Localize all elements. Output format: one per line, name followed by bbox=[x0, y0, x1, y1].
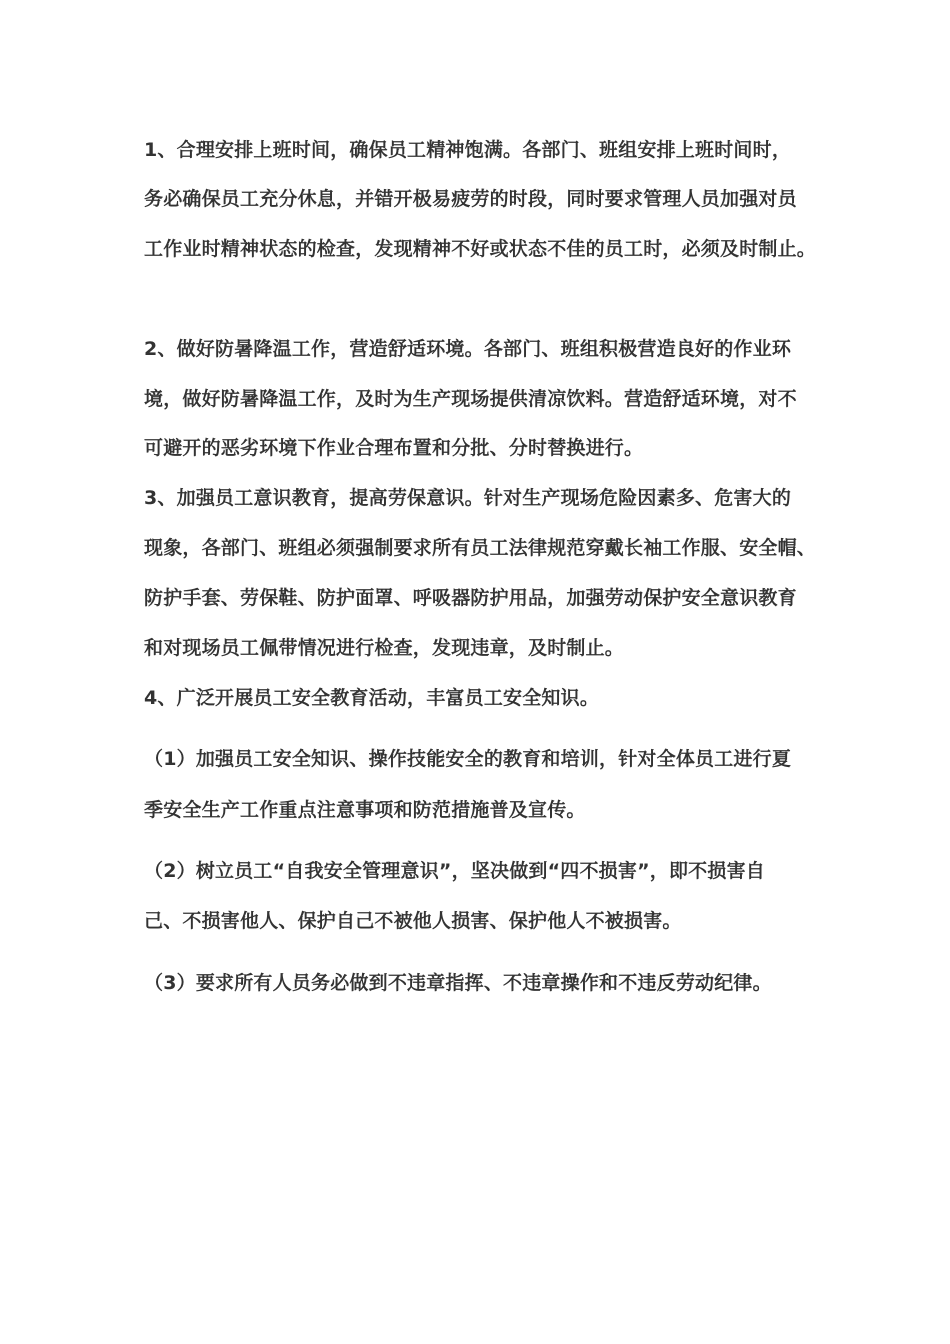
paragraph-2-line-1: 2、做好防暑降温工作，营造舒适环境。各部门、班组积极营造良好的作业环 bbox=[144, 338, 792, 360]
subitem-2-line-2: 己、不损害他人、保护自己不被他人损害、保护他人不被损害。 bbox=[144, 910, 682, 932]
subitem-3-line-1: （3）要求所有人员务必做到不违章指挥、不违章操作和不违反劳动纪律。 bbox=[144, 972, 772, 994]
paragraph-3-line-2: 现象，各部门、班组必须强制要求所有员工法律规范穿戴长袖工作服、安全帽、 bbox=[144, 537, 817, 559]
paragraph-1-line-2: 务必确保员工充分休息，并错开极易疲劳的时段，同时要求管理人员加强对员 bbox=[144, 188, 797, 210]
subitem-1-line-2: 季安全生产工作重点注意事项和防范措施普及宣传。 bbox=[144, 799, 586, 821]
paragraph-3-line-4: 和对现场员工佩带情况进行检查，发现违章，及时制止。 bbox=[144, 637, 625, 659]
subitem-2-line-1: （2）树立员工“自我安全管理意识”，坚决做到“四不损害”，即不损害自 bbox=[144, 860, 765, 882]
subitem-1-line-1: （1）加强员工安全知识、操作技能安全的教育和培训，针对全体员工进行夏 bbox=[144, 748, 792, 770]
paragraph-1-line-1: 1、合理安排上班时间，确保员工精神饱满。各部门、班组安排上班时间时， bbox=[144, 139, 792, 161]
paragraph-3-line-3: 防护手套、劳保鞋、防护面罩、呼吸器防护用品，加强劳动保护安全意识教育 bbox=[144, 587, 797, 609]
paragraph-1-line-3: 工作业时精神状态的检查，发现精神不好或状态不佳的员工时，必须及时制止。 bbox=[144, 238, 817, 260]
paragraph-2-line-2: 境，做好防暑降温工作，及时为生产现场提供清凉饮料。营造舒适环境，对不 bbox=[144, 388, 797, 410]
paragraph-2-line-3: 可避开的恶劣环境下作业合理布置和分批、分时替换进行。 bbox=[144, 437, 644, 459]
paragraph-3-line-1: 3、加强员工意识教育，提高劳保意识。针对生产现场危险因素多、危害大的 bbox=[144, 487, 792, 509]
paragraph-4-heading: 4、广泛开展员工安全教育活动，丰富员工安全知识。 bbox=[144, 687, 600, 709]
